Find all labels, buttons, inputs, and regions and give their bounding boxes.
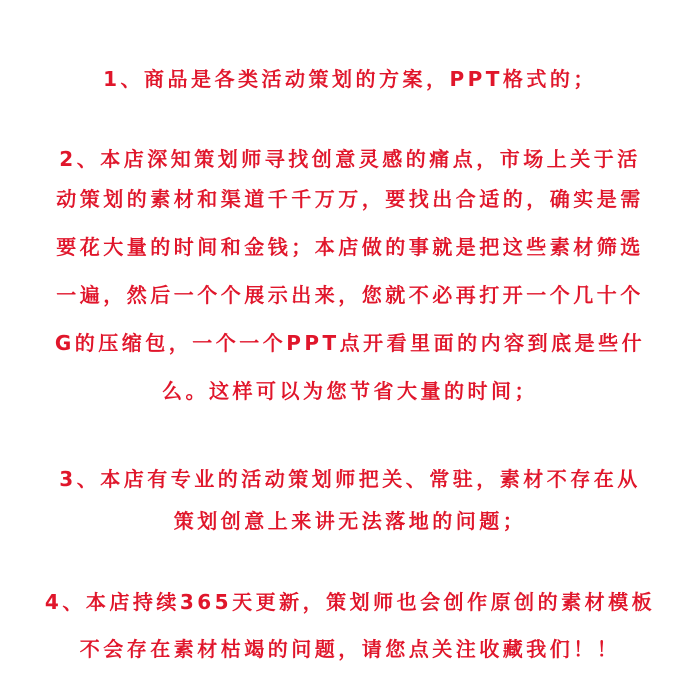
paragraph-2-line-5: G的压缩包，一个一个PPT点开看里面的内容到底是些什 xyxy=(54,331,646,355)
paragraph-2-line-3: 要花大量的时间和金钱；本店做的事就是把这些素材筛选 xyxy=(56,235,644,259)
paragraph-2-line-1: 2、本店深知策划师寻找创意灵感的痛点，市场上关于活 xyxy=(59,147,641,171)
paragraph-4-line-2: 不会存在素材枯竭的问题，请您点关注收藏我们！！ xyxy=(79,637,621,661)
paragraph-1-line-1: 1、商品是各类活动策划的方案，PPT格式的； xyxy=(103,67,597,91)
paragraph-2-line-2: 动策划的素材和渠道千千万万，要找出合适的，确实是需 xyxy=(56,187,644,211)
paragraph-3-line-1: 3、本店有专业的活动策划师把关、常驻，素材不存在从 xyxy=(59,467,641,491)
paragraph-4-line-1: 4、本店持续365天更新，策划师也会创作原创的素材模板 xyxy=(44,590,656,614)
paragraph-2-line-6: 么。这样可以为您节省大量的时间； xyxy=(162,379,538,403)
paragraph-3-line-2: 策划创意上来讲无法落地的问题； xyxy=(173,509,527,533)
paragraph-2-line-4: 一遍，然后一个个展示出来，您就不必再打开一个几十个 xyxy=(56,283,644,307)
